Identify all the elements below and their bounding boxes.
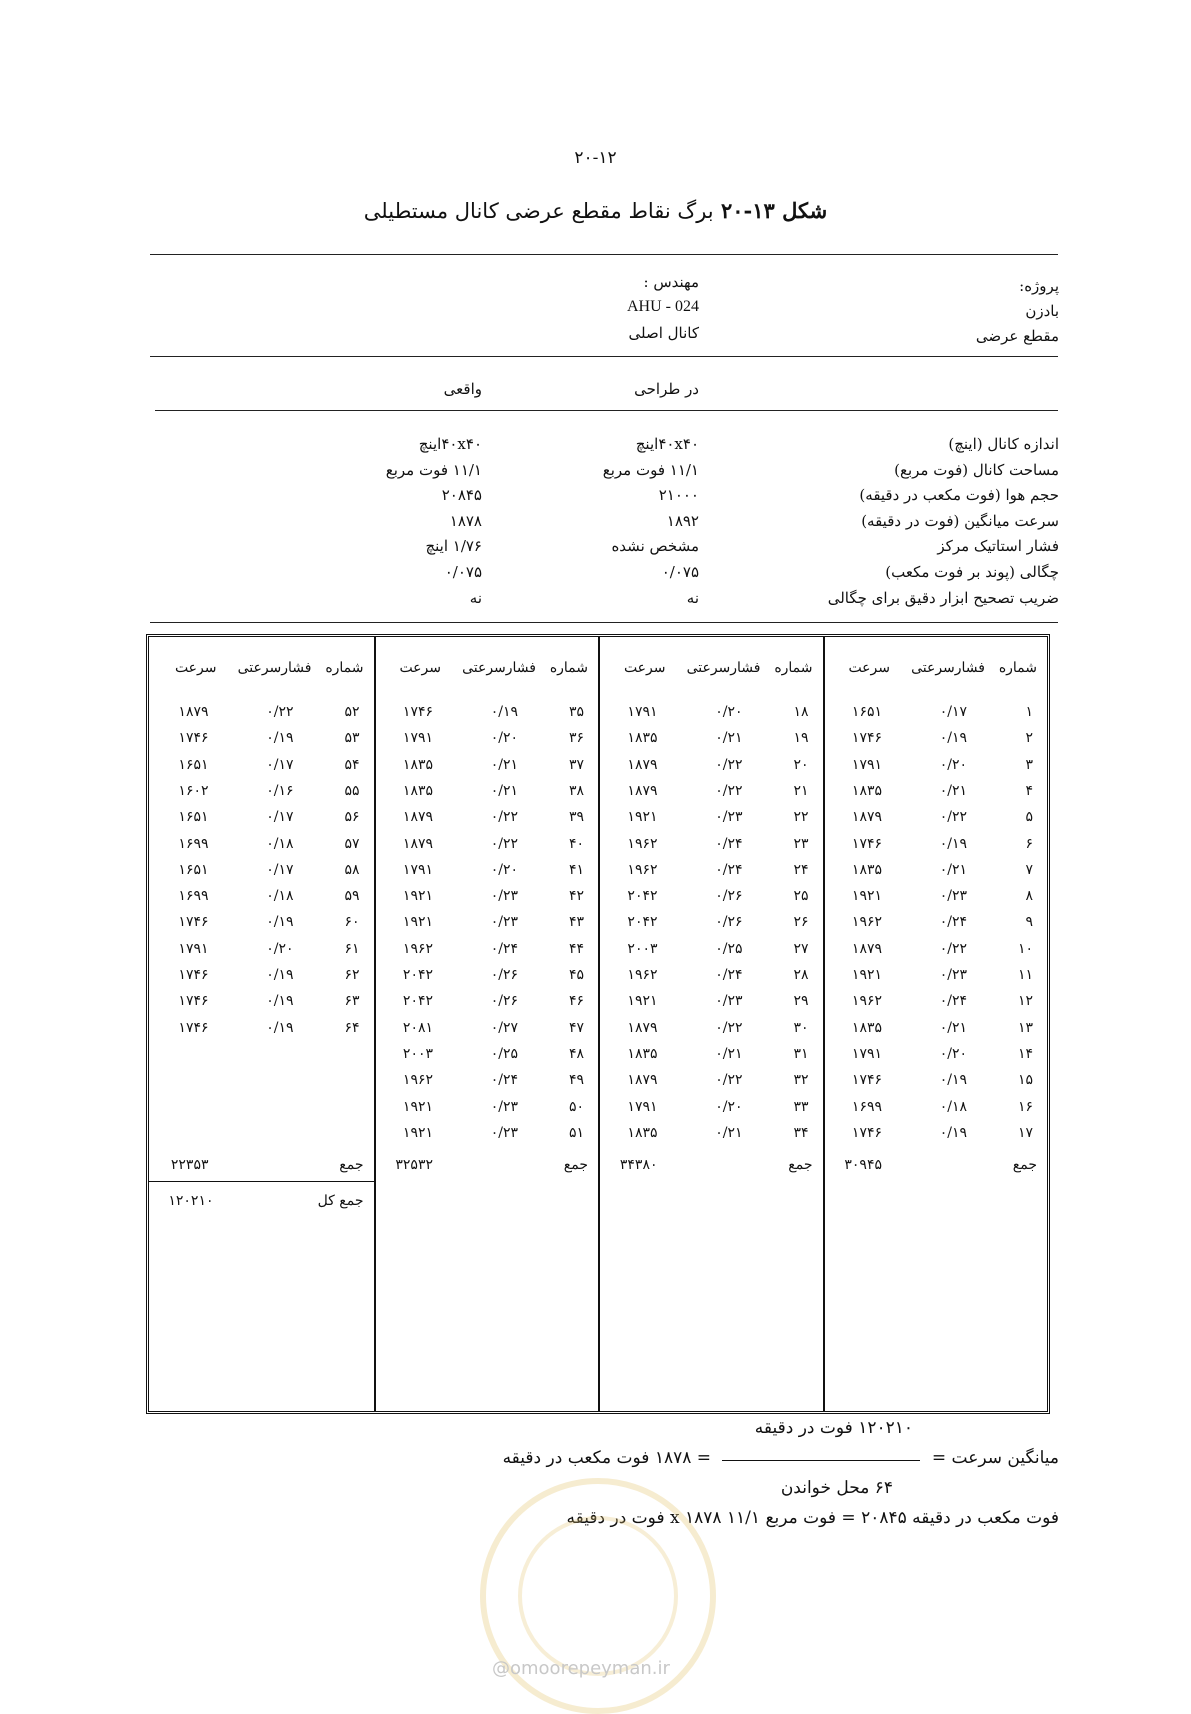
point-number: ۶۱ xyxy=(344,940,360,957)
velocity-pressure: ۰/۲۴ xyxy=(715,967,743,983)
sum-label: جمع xyxy=(788,1157,813,1174)
velocity: ۱۷۴۶ xyxy=(178,1019,209,1036)
point-number: ۱۹ xyxy=(793,730,809,747)
sum-label: جمع xyxy=(1012,1157,1037,1174)
velocity-pressure: ۰/۲۴ xyxy=(715,835,743,852)
velocity: ۱۸۳۵ xyxy=(851,782,882,799)
property-label: ضریب تصحیح ابزار دقیق برای چگالی xyxy=(827,589,1059,607)
fraction-bar xyxy=(722,1460,920,1461)
velocity: ۱۸۷۹ xyxy=(627,782,658,799)
point-number: ۱۱ xyxy=(1017,967,1033,983)
velocity: ۱۷۴۶ xyxy=(851,1124,882,1141)
velocity-pressure: ۰/۲۳ xyxy=(490,1124,518,1141)
velocity-pressure: ۰/۱۹ xyxy=(939,1124,967,1141)
velocity-pressure: ۰/۱۹ xyxy=(490,704,518,720)
velocity: ۱۷۴۶ xyxy=(851,835,882,852)
velocity-pressure: ۰/۲۳ xyxy=(715,993,743,1010)
point-number: ۲۶ xyxy=(793,914,809,931)
velocity-pressure: ۰/۲۳ xyxy=(939,967,967,983)
property-label: فشار استاتیک مرکز xyxy=(937,537,1059,555)
velocity: ۱۸۷۹ xyxy=(851,809,882,826)
column-header-num: شماره xyxy=(549,660,588,676)
velocity: ۱۹۲۱ xyxy=(851,967,882,983)
velocity: ۱۹۲۱ xyxy=(402,914,433,931)
velocity: ۱۸۳۵ xyxy=(851,1019,882,1036)
velocity-pressure: ۰/۲۰ xyxy=(266,940,294,957)
property-label: چگالی (پوند بر فوت مکعب) xyxy=(885,563,1059,581)
grand-total-label: جمع کل xyxy=(317,1193,364,1210)
property-label: اندازه کانال (اینچ) xyxy=(948,435,1059,453)
velocity: ۱۶۵۱ xyxy=(851,704,882,720)
formula-rhs: = ۱۸۷۸ فوت مکعب در دقیقه xyxy=(502,1448,711,1468)
velocity-pressure: ۰/۲۱ xyxy=(939,1019,967,1036)
column-header-vp: فشارسرعتی xyxy=(237,660,312,676)
velocity: ۲۰۴۲ xyxy=(402,993,433,1010)
formula-numerator: ۱۲۰۲۱۰ فوت در دقیقه xyxy=(754,1418,913,1438)
column-header-num: شماره xyxy=(774,660,813,676)
property-actual-value: ۱/۷۶ اینچ xyxy=(425,537,482,555)
velocity: ۲۰۰۳ xyxy=(402,1045,433,1062)
velocity-pressure: ۰/۲۳ xyxy=(715,809,743,826)
velocity-pressure: ۰/۱۶ xyxy=(266,782,294,799)
velocity-pressure: ۰/۲۷ xyxy=(490,1019,518,1036)
velocity: ۱۶۹۹ xyxy=(178,835,209,852)
point-number: ۴۳ xyxy=(568,914,584,931)
velocity: ۱۹۲۱ xyxy=(627,809,658,826)
table-section xyxy=(598,637,823,1411)
section-value: کانال اصلی xyxy=(628,324,699,342)
velocity-pressure: ۰/۲۶ xyxy=(715,914,743,931)
point-number: ۶ xyxy=(1025,835,1033,852)
velocity: ۱۷۹۱ xyxy=(851,756,882,773)
point-number: ۵۳ xyxy=(344,730,360,747)
point-number: ۶۰ xyxy=(344,914,360,931)
velocity-pressure: ۰/۱۸ xyxy=(266,888,294,905)
velocity-pressure: ۰/۱۹ xyxy=(266,1019,294,1036)
sum-label: جمع xyxy=(563,1157,588,1174)
velocity-pressure: ۰/۲۱ xyxy=(715,1045,743,1062)
divider xyxy=(150,622,1058,623)
section-divider xyxy=(374,637,376,1411)
fan-value: AHU - 024 xyxy=(627,298,699,315)
velocity-pressure: ۰/۱۹ xyxy=(939,1072,967,1089)
point-number: ۱۲ xyxy=(1017,993,1033,1010)
velocity-pressure: ۰/۲۰ xyxy=(715,1098,743,1115)
velocity-pressure: ۰/۲۱ xyxy=(715,730,743,747)
point-number: ۲ xyxy=(1025,730,1033,747)
property-row xyxy=(0,435,1191,457)
property-row xyxy=(0,512,1191,534)
page-number: ۲۰-۱۲ xyxy=(574,148,617,168)
velocity-pressure: ۰/۱۹ xyxy=(266,967,294,983)
point-number: ۵۹ xyxy=(344,888,360,905)
velocity-pressure: ۰/۲۳ xyxy=(490,1098,518,1115)
property-label: مساحت کانال (فوت مربع) xyxy=(894,461,1059,479)
velocity: ۱۸۷۹ xyxy=(627,1019,658,1036)
velocity-pressure: ۰/۲۳ xyxy=(490,888,518,905)
velocity: ۱۸۳۵ xyxy=(402,756,433,773)
point-number: ۶۴ xyxy=(344,1019,360,1036)
point-number: ۳۳ xyxy=(793,1098,809,1115)
column-header-num: شماره xyxy=(998,660,1037,676)
velocity: ۱۷۴۶ xyxy=(851,730,882,747)
velocity: ۱۹۶۲ xyxy=(402,940,433,957)
velocity: ۱۹۲۱ xyxy=(851,888,882,905)
point-number: ۵۱ xyxy=(568,1124,584,1141)
velocity: ۱۹۶۲ xyxy=(627,967,658,983)
velocity-pressure: ۰/۲۲ xyxy=(490,809,518,826)
section-divider xyxy=(598,637,600,1411)
velocity-pressure: ۰/۱۸ xyxy=(266,835,294,852)
velocity-pressure: ۰/۲۳ xyxy=(490,914,518,931)
point-number: ۴۰ xyxy=(568,835,584,852)
property-row xyxy=(0,537,1191,559)
velocity: ۱۷۹۱ xyxy=(178,940,209,957)
point-number: ۲۷ xyxy=(793,940,809,957)
velocity-pressure: ۰/۲۲ xyxy=(266,704,294,720)
point-number: ۴ xyxy=(1025,782,1033,799)
velocity: ۱۹۶۲ xyxy=(627,861,658,878)
velocity-pressure: ۰/۲۱ xyxy=(490,756,518,773)
point-number: ۱۳ xyxy=(1017,1019,1033,1036)
column-header-vel: سرعت xyxy=(848,660,890,676)
point-number: ۳۲ xyxy=(793,1072,809,1089)
velocity-pressure: ۰/۱۹ xyxy=(939,730,967,747)
velocity: ۱۸۷۹ xyxy=(402,835,433,852)
velocity-pressure: ۰/۱۹ xyxy=(266,993,294,1010)
velocity: ۱۶۵۱ xyxy=(178,809,209,826)
velocity-pressure: ۰/۲۵ xyxy=(490,1045,518,1062)
point-number: ۳۱ xyxy=(793,1045,809,1062)
figure-caption: برگ نقاط مقطع عرضی کانال مستطیلی xyxy=(363,199,714,223)
point-number: ۷ xyxy=(1025,861,1033,878)
velocity: ۲۰۸۱ xyxy=(402,1019,433,1036)
sum-value: ۳۴۳۸۰ xyxy=(619,1157,658,1174)
velocity-pressure: ۰/۱۷ xyxy=(266,756,294,773)
property-row xyxy=(0,589,1191,611)
property-actual-value: ۱۸۷۸ xyxy=(449,512,482,530)
fan-label: بادزن xyxy=(1025,302,1059,320)
point-number: ۵۵ xyxy=(344,782,360,799)
watermark-text: @omoorepeyman.ir xyxy=(492,1658,670,1679)
velocity: ۱۷۹۱ xyxy=(627,704,658,720)
velocity-pressure: ۰/۱۷ xyxy=(266,809,294,826)
property-design-value: مشخص نشده xyxy=(611,537,699,555)
velocity-pressure: ۰/۲۱ xyxy=(490,782,518,799)
point-number: ۲۲ xyxy=(793,809,809,826)
velocity-pressure: ۰/۲۱ xyxy=(715,1124,743,1141)
property-actual-value: نه xyxy=(469,589,482,607)
velocity-pressure: ۰/۲۴ xyxy=(490,940,518,957)
point-number: ۳۶ xyxy=(568,730,584,747)
velocity-pressure: ۰/۲۰ xyxy=(490,861,518,878)
point-number: ۱۴ xyxy=(1017,1045,1033,1062)
point-number: ۶۳ xyxy=(344,993,360,1010)
velocity: ۲۰۴۲ xyxy=(627,914,658,931)
point-number: ۵ xyxy=(1025,809,1033,826)
velocity: ۱۷۴۶ xyxy=(178,914,209,931)
velocity: ۱۸۷۹ xyxy=(627,756,658,773)
point-number: ۱۸ xyxy=(793,704,809,720)
property-label: سرعت میانگین (فوت در دقیقه) xyxy=(861,512,1059,530)
column-header-vp: فشارسرعتی xyxy=(686,660,761,676)
figure-title xyxy=(0,198,1191,223)
velocity: ۱۹۶۲ xyxy=(851,993,882,1010)
property-actual-value: ۱۱/۱ فوت مربع xyxy=(385,461,482,479)
property-label: حجم هوا (فوت مکعب در دقیقه) xyxy=(859,486,1059,504)
sum-value: ۳۰۹۴۵ xyxy=(844,1157,882,1174)
velocity: ۱۷۴۶ xyxy=(178,967,209,983)
actual-column-header: واقعی xyxy=(443,380,482,398)
section-label: مقطع عرضی xyxy=(975,327,1059,345)
velocity-pressure: ۰/۲۶ xyxy=(490,993,518,1010)
velocity-pressure: ۰/۲۴ xyxy=(939,914,967,931)
velocity-pressure: ۰/۱۹ xyxy=(266,914,294,931)
velocity: ۲۰۴۲ xyxy=(402,967,433,983)
property-design-value: ۱۸۹۲ xyxy=(666,512,699,530)
velocity: ۱۹۲۱ xyxy=(402,1124,433,1141)
point-number: ۹ xyxy=(1025,914,1033,931)
velocity: ۱۶۵۱ xyxy=(178,756,209,773)
velocity: ۱۸۳۵ xyxy=(627,1045,658,1062)
velocity-pressure: ۰/۱۹ xyxy=(939,835,967,852)
sum-value: ۲۲۳۵۳ xyxy=(170,1157,209,1174)
column-header-vp: فشارسرعتی xyxy=(462,660,536,676)
velocity-pressure: ۰/۲۰ xyxy=(939,756,967,773)
property-actual-value: ۰/۰۷۵ xyxy=(444,563,482,581)
property-row xyxy=(0,486,1191,508)
point-number: ۴۵ xyxy=(568,967,584,983)
velocity: ۱۷۴۶ xyxy=(851,1072,882,1089)
point-number: ۱ xyxy=(1025,704,1033,720)
velocity-pressure: ۰/۲۴ xyxy=(939,993,967,1010)
point-number: ۸ xyxy=(1025,888,1033,905)
velocity: ۱۷۴۶ xyxy=(178,993,209,1010)
point-number: ۳۸ xyxy=(568,782,584,799)
table-section xyxy=(149,637,374,1411)
column-header-vel: سرعت xyxy=(174,660,217,676)
column-header-num: شماره xyxy=(325,660,364,676)
velocity: ۱۹۶۲ xyxy=(851,914,882,931)
engineer-label: مهندس : xyxy=(643,273,699,291)
velocity: ۲۰۴۲ xyxy=(627,888,658,905)
point-number: ۳۵ xyxy=(568,704,584,720)
velocity: ۱۹۲۱ xyxy=(402,888,433,905)
velocity-pressure: ۰/۲۰ xyxy=(939,1045,967,1062)
point-number: ۳۹ xyxy=(568,809,584,826)
point-number: ۱۰ xyxy=(1017,940,1033,957)
velocity: ۱۸۳۵ xyxy=(627,1124,658,1141)
point-number: ۳۰ xyxy=(793,1019,809,1036)
grand-total-value: ۱۲۰۲۱۰ xyxy=(168,1193,214,1210)
velocity-pressure: ۰/۲۶ xyxy=(490,967,518,983)
velocity: ۱۶۵۱ xyxy=(178,861,209,878)
velocity: ۱۸۷۹ xyxy=(851,940,882,957)
point-number: ۵۰ xyxy=(568,1098,584,1115)
velocity: ۱۸۳۵ xyxy=(402,782,433,799)
formula-lhs: میانگین سرعت = xyxy=(931,1448,1059,1468)
velocity: ۱۸۷۹ xyxy=(178,704,209,720)
readings-table xyxy=(146,634,1050,1414)
velocity-pressure: ۰/۲۴ xyxy=(490,1072,518,1089)
velocity: ۱۹۶۲ xyxy=(402,1072,433,1089)
project-label: پروژه: xyxy=(1019,277,1059,295)
formula-denominator: ۶۴ محل خواندن xyxy=(780,1478,893,1498)
point-number: ۵۷ xyxy=(344,835,360,852)
column-header-vp: فشارسرعتی xyxy=(911,660,985,676)
point-number: ۴۱ xyxy=(568,861,584,878)
sum-label: جمع xyxy=(339,1157,364,1174)
velocity-pressure: ۰/۲۲ xyxy=(939,809,967,826)
formula-result: فوت مکعب در دقیقه ۲۰۸۴۵ = فوت مربع ۱۱/۱ x ۱۸۷۸ فوت در دقیقه xyxy=(566,1508,1059,1528)
point-number: ۲۰ xyxy=(793,756,809,773)
velocity: ۱۷۴۶ xyxy=(402,704,433,720)
section-divider xyxy=(823,637,825,1411)
velocity: ۱۶۹۹ xyxy=(178,888,209,905)
property-actual-value: ۲۰۸۴۵ xyxy=(441,486,482,504)
point-number: ۱۵ xyxy=(1017,1072,1033,1089)
velocity: ۱۶۰۲ xyxy=(178,782,209,799)
velocity-pressure: ۰/۲۶ xyxy=(715,888,743,905)
velocity: ۲۰۰۳ xyxy=(627,940,658,957)
table-section xyxy=(374,637,599,1411)
point-number: ۲۵ xyxy=(793,888,809,905)
velocity-pressure: ۰/۲۲ xyxy=(715,1072,743,1089)
velocity-pressure: ۰/۱۹ xyxy=(266,730,294,747)
point-number: ۱۷ xyxy=(1017,1124,1033,1141)
velocity: ۱۹۶۲ xyxy=(627,835,658,852)
property-actual-value: ۴۰x۴۰اینچ xyxy=(418,435,482,453)
point-number: ۴۷ xyxy=(568,1019,584,1036)
velocity: ۱۷۹۱ xyxy=(402,861,433,878)
point-number: ۴۲ xyxy=(568,888,584,905)
property-design-value: ۰/۰۷۵ xyxy=(661,563,699,581)
point-number: ۵۴ xyxy=(344,756,360,773)
velocity: ۱۶۹۹ xyxy=(851,1098,882,1115)
point-number: ۵۲ xyxy=(344,704,360,720)
property-design-value: ۲۱۰۰۰ xyxy=(658,486,699,504)
point-number: ۴۸ xyxy=(568,1045,584,1062)
point-number: ۳۷ xyxy=(568,756,584,773)
property-row xyxy=(0,563,1191,585)
point-number: ۶۲ xyxy=(344,967,360,983)
velocity-pressure: ۰/۲۵ xyxy=(715,940,743,957)
velocity-pressure: ۰/۱۷ xyxy=(939,704,967,720)
velocity-pressure: ۰/۲۱ xyxy=(939,861,967,878)
point-number: ۲۳ xyxy=(793,835,809,852)
velocity: ۱۷۴۶ xyxy=(178,730,209,747)
property-design-value: ۴۰x۴۰اینچ xyxy=(635,435,699,453)
design-column-header: در طراحی xyxy=(634,380,699,398)
divider xyxy=(150,254,1058,255)
velocity: ۱۷۹۱ xyxy=(402,730,433,747)
velocity: ۱۸۳۵ xyxy=(627,730,658,747)
velocity-pressure: ۰/۲۲ xyxy=(715,756,743,773)
sum-value: ۳۲۵۳۲ xyxy=(395,1157,433,1174)
velocity: ۱۸۷۹ xyxy=(402,809,433,826)
point-number: ۵۸ xyxy=(344,861,360,878)
velocity-pressure: ۰/۲۲ xyxy=(939,940,967,957)
velocity-pressure: ۰/۲۴ xyxy=(715,861,743,878)
column-header-vel: سرعت xyxy=(623,660,666,676)
property-design-value: ۱۱/۱ فوت مربع xyxy=(602,461,699,479)
velocity-pressure: ۰/۲۲ xyxy=(490,835,518,852)
velocity-pressure: ۰/۱۷ xyxy=(266,861,294,878)
velocity-pressure: ۰/۲۰ xyxy=(715,704,743,720)
point-number: ۴۶ xyxy=(568,993,584,1010)
velocity-pressure: ۰/۲۲ xyxy=(715,782,743,799)
point-number: ۱۶ xyxy=(1017,1098,1033,1115)
point-number: ۵۶ xyxy=(344,809,360,826)
point-number: ۳۴ xyxy=(793,1124,809,1141)
divider xyxy=(150,356,1058,357)
velocity-pressure: ۰/۲۳ xyxy=(939,888,967,905)
stamp-ring xyxy=(518,1516,678,1676)
point-number: ۲۹ xyxy=(793,993,809,1010)
property-row xyxy=(0,461,1191,483)
property-design-value: نه xyxy=(686,589,699,607)
table-section xyxy=(823,637,1048,1411)
velocity: ۱۸۷۹ xyxy=(627,1072,658,1089)
point-number: ۲۸ xyxy=(793,967,809,983)
velocity-pressure: ۰/۲۱ xyxy=(939,782,967,799)
velocity-pressure: ۰/۱۸ xyxy=(939,1098,967,1115)
figure-number: شکل ۱۳-۲۰ xyxy=(720,198,828,223)
velocity-pressure: ۰/۲۲ xyxy=(715,1019,743,1036)
velocity: ۱۹۲۱ xyxy=(402,1098,433,1115)
velocity: ۱۷۹۱ xyxy=(851,1045,882,1062)
point-number: ۲۴ xyxy=(793,861,809,878)
point-number: ۲۱ xyxy=(793,782,809,799)
point-number: ۳ xyxy=(1025,756,1033,773)
velocity: ۱۹۲۱ xyxy=(627,993,658,1010)
divider xyxy=(155,410,1058,411)
velocity: ۱۸۳۵ xyxy=(851,861,882,878)
point-number: ۴۴ xyxy=(568,940,584,957)
velocity-pressure: ۰/۲۰ xyxy=(490,730,518,747)
velocity: ۱۷۹۱ xyxy=(627,1098,658,1115)
point-number: ۴۹ xyxy=(568,1072,584,1089)
total-separator xyxy=(149,1181,374,1182)
column-header-vel: سرعت xyxy=(399,660,441,676)
